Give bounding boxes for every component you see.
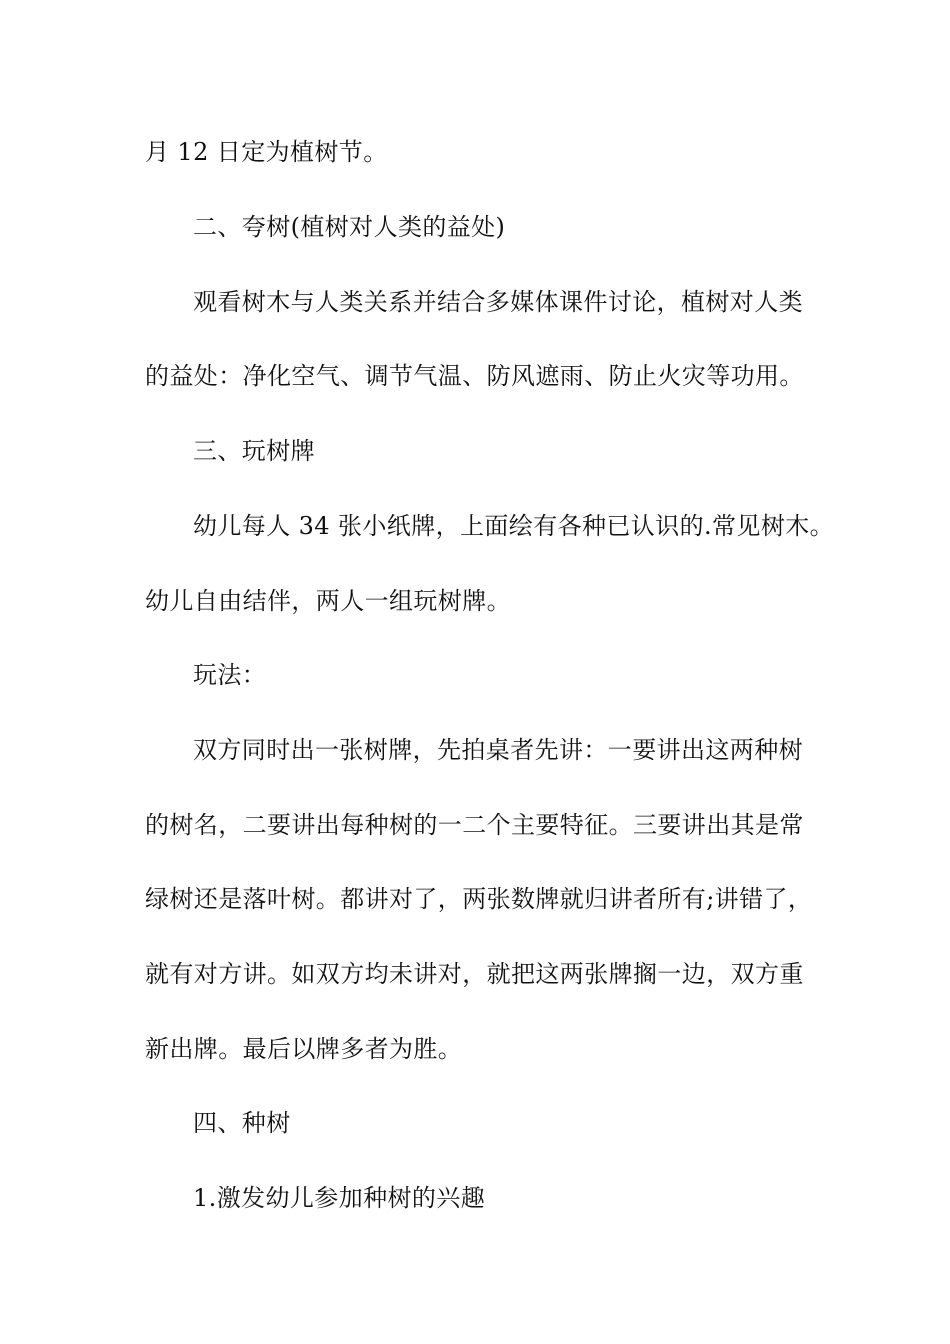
paragraph-line: 观看树木与人类关系并结合多媒体课件讨论，植树对人类 (193, 288, 803, 316)
section-heading: 二、夸树(植树对人类的益处) (193, 213, 506, 241)
section-heading: 四、种树 (193, 1109, 291, 1137)
paragraph-line: 就有对方讲。如双方均未讲对，就把这两张牌搁一边，双方重 (145, 960, 804, 988)
paragraph-line: 幼儿自由结伴，两人一组玩树牌。 (145, 587, 511, 615)
paragraph-line: 的益处：净化空气、调节气温、防风遮雨、防止火灾等功用。 (145, 362, 804, 390)
section-heading: 三、玩树牌 (193, 437, 315, 465)
paragraph-line: 双方同时出一张树牌，先拍桌者先讲：一要讲出这两种树 (193, 736, 803, 764)
paragraph-line: 新出牌。最后以牌多者为胜。 (145, 1035, 463, 1063)
paragraph-line: 的树名，二要讲出每种树的一二个主要特征。三要讲出其是常 (145, 811, 804, 839)
subheading: 玩法： (193, 661, 267, 689)
paragraph-line: 绿树还是落叶树。都讲对了，两张数牌就归讲者所有;讲错了， (145, 885, 813, 913)
paragraph-line: 幼儿每人 34 张小纸牌，上面绘有各种已认识的.常见树木。 (193, 512, 835, 540)
paragraph-line: 月 12 日定为植树节。 (145, 138, 388, 166)
numbered-item: 1.激发幼儿参加种树的兴趣 (193, 1184, 486, 1212)
